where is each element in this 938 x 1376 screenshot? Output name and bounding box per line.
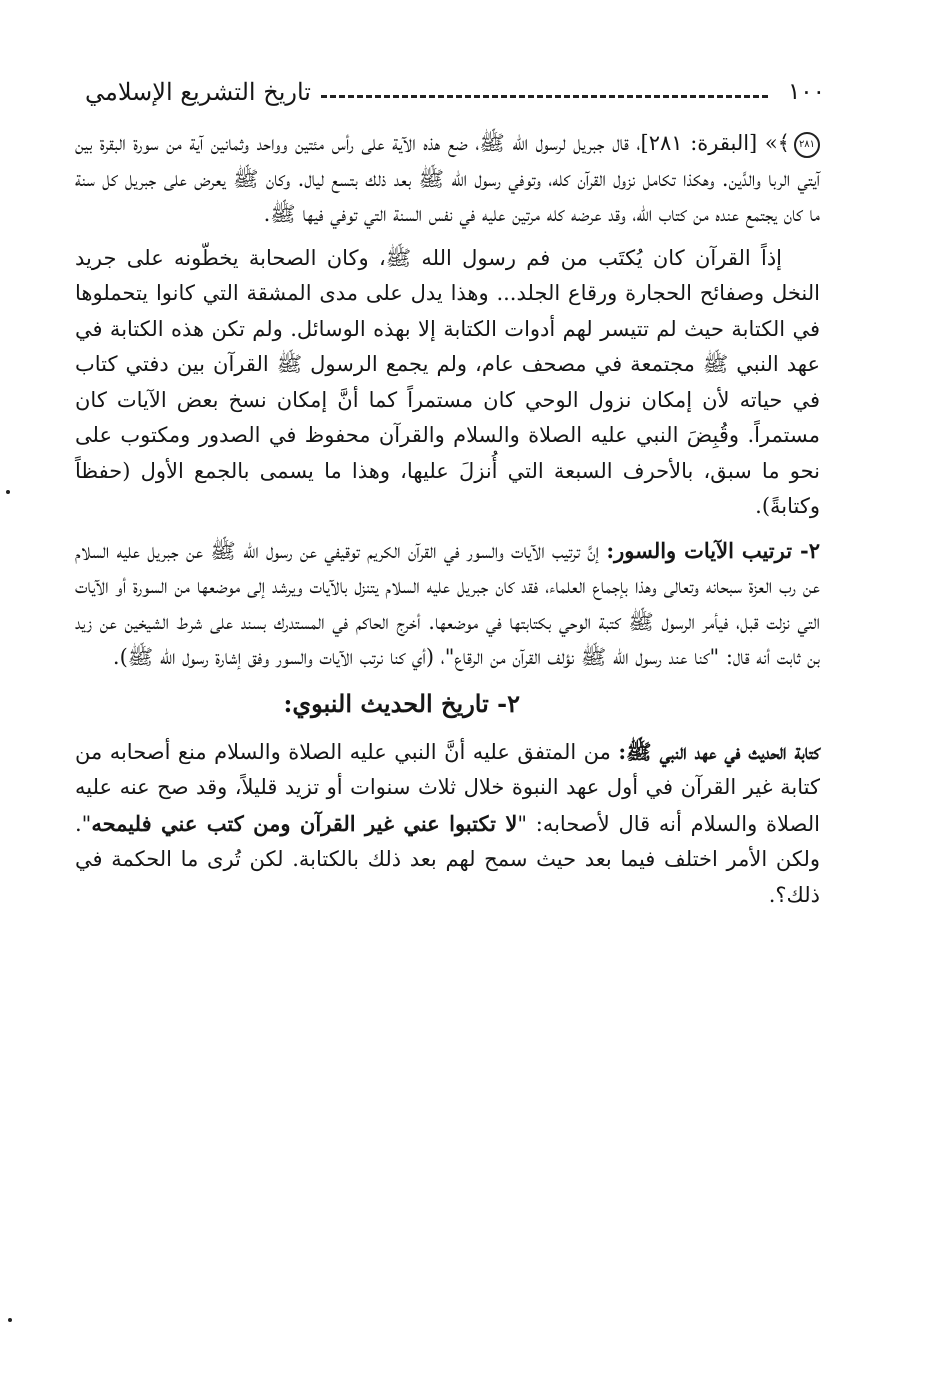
subsection-title: كتابة الحديث في عهد النبي ﷺ: (618, 738, 820, 764)
running-header (85, 70, 825, 114)
scan-speck (6, 490, 10, 494)
page-number: ١٠٠ (787, 79, 825, 105)
paragraph-text: من المتفق عليه أنَّ النبي عليه الصلاة والسلام منع أصحابه من كتابة غير القرآن في أول عهد النبوة خلال ثلاث سنوات أو تزيد قليلاً، وقد صح عنه عليه الصلاة والسلام أنه قال لأصحابه: " (75, 739, 820, 836)
hadith-quote: لا تكتبوا عني غير القرآن ومن كتب عني فليمحه (91, 810, 518, 836)
page-body (75, 126, 820, 921)
paragraph-text: إنَّ ترتيب الآيات والسور في القرآن الكريم توقيفي عن رسول الله ﷺ عن جبريل عليه السلام عن رب العزة سبحانه وتعالى وهذا بإجماع العلماء، فقد كان جبريل عليه السلام يتنزل بالآيات ويرشد إلى موضعها من السورة أو الآيات التي نزلت قبل، فيأمر الرسول ﷺ كتبة الوحي بكتابتها في موضعها. أخرج الحاكم في المستدرك بسند على شرط الشيخين عن زيد بن ثابت أنه قال: "كنا عند رسول الله ﷺ نؤلف القرآن من الرقاع"، (أي كنا نرتب الآيات والسور وفق إشارة رسول الله ﷺ). (75, 538, 820, 669)
subsection-title: ٢- ترتيب الآيات والسور: (606, 537, 820, 563)
paragraph-hadith-writing (75, 734, 820, 914)
paragraph-text: ". ولكن الأمر اختلف فيما بعد حيث سمح لهم بعد ذلك بالكتابة. لكن تُرى ما الحكمة في ذلك؟. (75, 811, 820, 907)
paragraph-quran-writing (75, 241, 820, 525)
paragraph-verse-order (75, 533, 820, 676)
paragraph-text: ﴾» [البقرة: ٢٨١]، قال جبريل لرسول الله ﷺ، ضع هذه الآية على رأس مئتين وواحد وثمانين آية من سورة البقرة بين آيتي الربا والدَّين. وهكذا تكامل نزول القرآن كله، وتوفي رسول الله ﷺ بعد ذلك بتسع ليال. وكان ﷺ يعرض على جبريل كل سنة ما كان يجتمع عنده من كتاب الله، وقد عرضه كله مرتين عليه في نفس السنة التي توفي فيها ﷺ. (75, 131, 820, 226)
paragraph-text: إذاً القرآن كان يُكتَب من فم رسول الله ﷺ، وكان الصحابة يخطّونه على جريد النخل وصفائح الحجارة ورقاع الجلد... وهذا يدل على مدى المشقة التي كانوا يتحملوها في الكتابة حيث لم تتيسر لهم أدوات الكتابة إلا بهذه الوسائل. ولم تكن هذه الكتابة في عهد النبي ﷺ مجتمعة في مصحف عام، ولم يجمع الرسول ﷺ القرآن بين دفتي كتاب في حياته لأن إمكان نزول الوحي كان مستمراً كما أنَّ إمكان نسخ بعض الآيات كان مستمراً. وقُبِضَ النبي عليه الصلاة والسلام والقرآن محفوظ في الصدور ومكتوب على نحو ما سبق، بالأحرف السبعة التي أُنزلَ عليها، وهذا ما يسمى بالجمع الأول (حفظاً وكتابةً). (75, 245, 820, 518)
ayah-end-marker-icon: ٢٨١ (794, 132, 820, 158)
paragraph-quran-completion (75, 126, 820, 233)
header-dotted-leader (321, 95, 768, 98)
book-title: تاريخ التشريع الإسلامي (85, 78, 311, 106)
section-heading: ٢- تاريخ الحديث النبوي: (283, 688, 520, 718)
scan-speck (8, 1318, 12, 1322)
